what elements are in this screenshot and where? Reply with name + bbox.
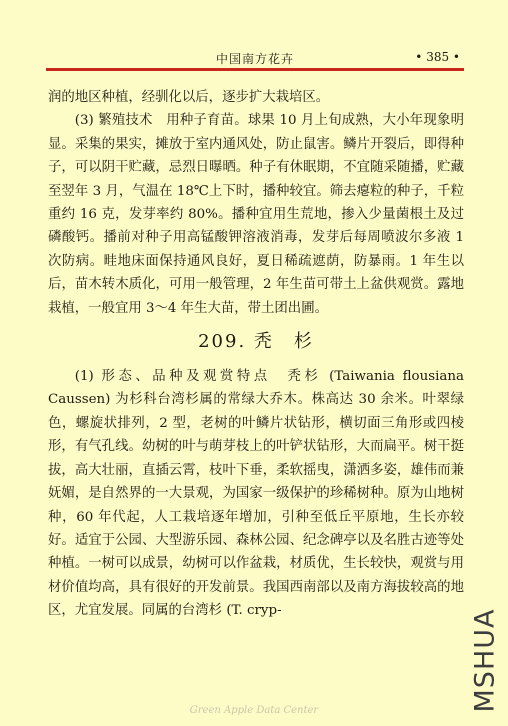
- bottom-watermark: Green Apple Data Center: [189, 705, 319, 716]
- running-header: [46, 50, 464, 68]
- page-number: • 385 •: [415, 50, 460, 64]
- header-rule: [46, 68, 464, 71]
- running-title: 中国南方花卉: [215, 52, 294, 66]
- continued-paragraph: 润的地区种植，经驯化以后，逐步扩大栽培区。: [48, 90, 330, 105]
- page-body: [48, 86, 464, 623]
- section-heading: 209. 秃 杉: [198, 331, 314, 353]
- side-watermark: MSHUA: [469, 608, 501, 712]
- morphology-paragraph: (1) 形态、品种及观赏特点 秃杉 (Taiwania flousiana Caussen) 为杉科台湾杉属的常绿大乔木。株高达 30 余米。叶翠绿色，螺旋状排列，2 型，老树的叶鳞片状钻形，横切面三角形或四棱形，有气孔线。幼树的叶与萌芽枝上的叶铲状钻形，大而扁平。树干挺拔，高大壮丽，直插云霄，枝叶下垂，柔软摇曳，潇洒多姿，雄伟而兼妩媚，是自然界的一大景观，为国家一级保护的珍稀树种。原为山地树种，60 年代起，人工栽培逐年增加，引种至低丘平原地，生长亦较好。适宜于公园、大型游乐园、森林公园、纪念碑亭以及名胜古迹等处种植。一树可以成景，幼树可以作盆栽，材质优，生长较快，观赏与用材价值均高，具有很好的开发前景。我国西南部以及南方海拔较高的地区，尤宜发展。同属的台湾杉 (T. cryp-: [48, 369, 464, 619]
- propagation-paragraph: (3) 繁殖技术 用种子育苗。球果 10 月上旬成熟，大小年现象明显。采集的果实，摊放于室内通风处，防止鼠害。鳞片开裂后，即得种子，可以阴干贮藏，忌烈日曝晒。种子有休眠期，不宜随采随播，贮藏至翌年 3 月，气温在 18℃上下时，播种较宜。筛去瘪粒的种子，千粒重约 16 克，发芽率约 80%。播种宜用生荒地，掺入少量菌根土及过磷酸钙。播前对种子用高锰酸钾溶液消毒，发芽后每周喷波尔多液 1 次防病。畦地床面保持通风良好，夏日稀疏遮荫，防暴雨。1 年生以后，苗木转木质化，可用一般管理，2 年生苗可带土上盆供观赏。露地栽植，一般宜用 3～4 年生大苗，带土团出圃。: [48, 113, 464, 316]
